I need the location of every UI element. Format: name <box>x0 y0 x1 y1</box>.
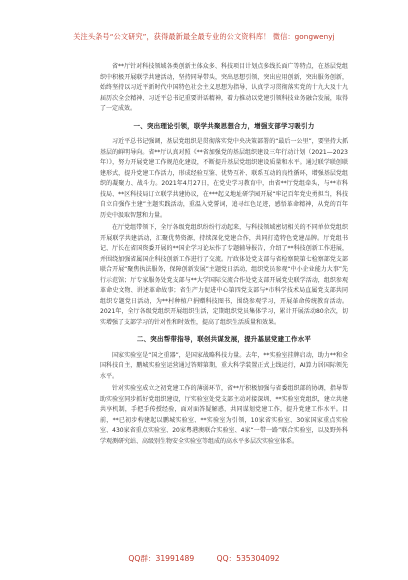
paragraph: 针对实验室成立之初党建工作的薄弱环节，省**厅积极加强与省委组织部的协调，指导帮助实验室同步抓好党组织建设，厅实验室处党支部主动对接深圳、**实验室党组织，建立共建共享机制，手把手传授经验，面对面答疑解惑，共同谋划党建工作，提升党建工作水平。目前，**已初步构建起以鹏城实验室、**实验室为引领，10家省实验室、30家国家重点实验室、430家省重点实验室、20家粤港澳联合实验室、4家“一带一路”联合实验室，以及野外科学观测研究站、高级别生物安全实验室等组成的高水平多层次实验室体系。 <box>100 385 348 445</box>
promo-header: 关注头条号“公文研究”，获得最新最全最专业的公文资料库！ 微信：gongwenyj <box>73 32 335 41</box>
contact-footer <box>0 553 408 564</box>
qq-group: QQ群：31991489 <box>128 554 195 563</box>
paragraph: 国家实验室是“国之重器”，是国家战略科技力量。去年，**实验室挂牌启动，助力**和全国科技自主，鹏城实验室运营通过答辩第期，重大科学装置正式上线运行，AI算力居国际领先水平。 <box>100 351 348 380</box>
paragraph: 在厅党组带领下，全厅各级党组织纷纷行动起来，与科技领域密切相关的不同单位党组织开展联学共建活动，汇聚优势资源，持续深化党建合作，共同打造特色党建品牌。厅党组书记、厅长在省国资委开展的**国企学习论坛作了专题辅导报告，介绍了**科技创新工作进展，并围绕加强省属国企科技创新工作进行了交流。厅政体处党支部与省检察院第七检察部党支部联合开展“聚焦执法服务，保障创新发展”主题党日活动，组织党员参观“中小企业能力大事”先行示范馆；厅专家服务处党支部与**大学国际交流合作处党支部开展党史联学活动，组织参观革命史文物、讲述革命故事；省生产力促进中心第四党支部与*市科学技术局直属党支部共同组织专题党日活动，为**村种植户捐赠科技图书，围绕参观学习，开展革命传统教育活动。2021年，全厅各级党组织开展组织生活，定期组织党员集体学习，累计开展活动80余次，切实增强了支部学习的针对性和时效性，提高了组织生活质量和效果。 <box>100 224 348 326</box>
paragraph: 省**厅针对科技领域各类创新主体众多、科技项目计划点多线长面广等特点，在基层党组织中积极开展联学共建活动，坚持同导带头，突出思想引领，突出应用创新，突出服务创新，始终坚持以习近平新时代中国特色社会主义思想为指导，认真学习贯彻落实党的十九大及十九届历次全会精神、习近平总书记重要讲话精神，着力推动以党建引领科技业务融合发展，取得了一定成效。 <box>100 63 348 112</box>
paragraph: 习近平总书记强调，基层党组织是贯彻落实党中央决策部署的“最后一公里”，要坚持大抓基层的鲜明导向。省**厅认真对照《**省加强党的基层组织建设三年行动计划（2021—2023年）》，努力开展党建工作规范化建设，不断提升基层党组织建设质量和水平。通过联学联创联建形式，提升党建工作活力，形成经验互鉴、优势互补、联系互动的良性循环，增强基层党组织的凝聚力、战斗力。2021年4月27日，在党史学习教育中，由省**厅党组牵头，与**市科技局、**区科技局订立联学共建协议，在***起义地址研学园开展“牢记百年党史勇担当，科技自立自强作主建”主题实践活动，重温入党誓词，追寻红色足迹，感悟革命精神，从党的百年历史中汲取智慧和力量。 <box>100 138 348 219</box>
document-body <box>100 62 348 449</box>
section-heading: 一、突出理论引领，联学共聚思想合力，增强支部学习吸引力 <box>133 121 315 130</box>
qq-number: QQ：535304092 <box>216 554 280 563</box>
section-heading: 二、突出帮带指导，联创共谋发展，提升基层党建工作水平 <box>136 335 312 343</box>
